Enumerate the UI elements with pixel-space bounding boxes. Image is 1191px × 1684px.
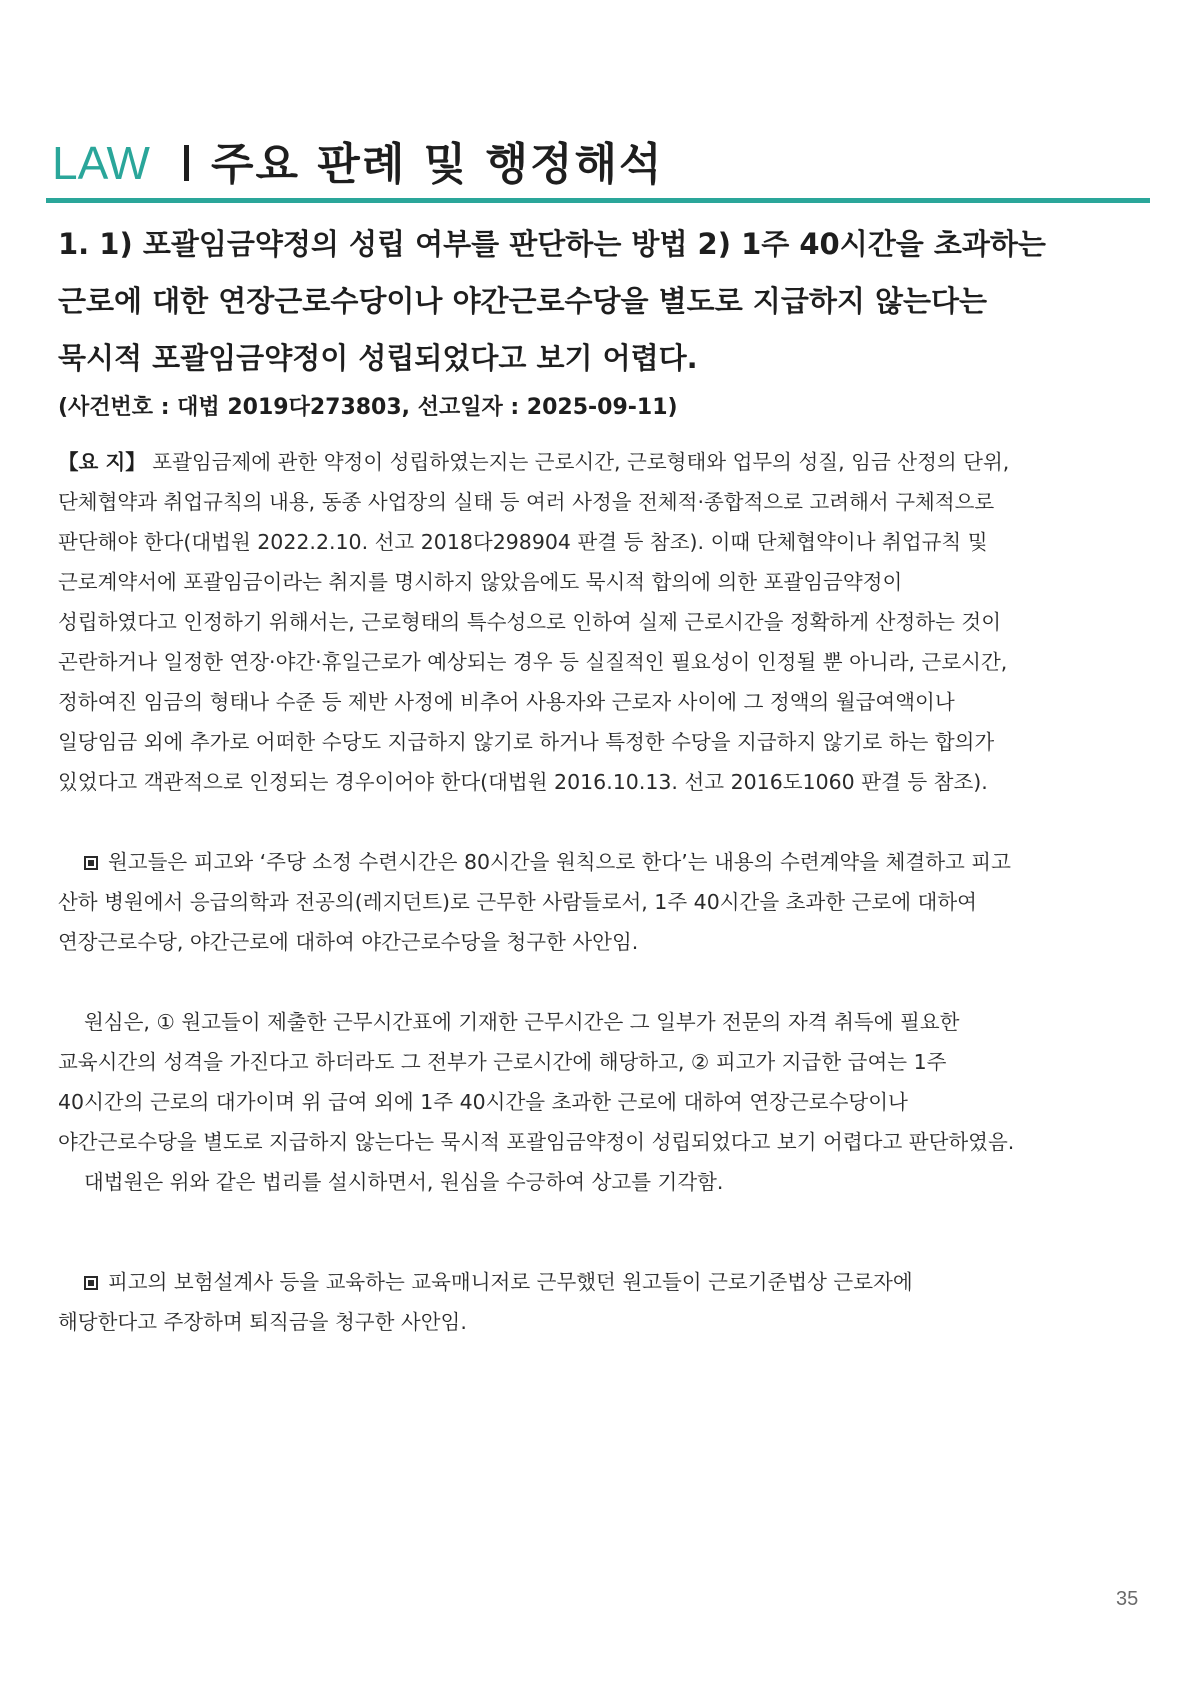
summary-line: 단체협약과 취업규칙의 내용, 동종 사업장의 실태 등 여러 사정을 전체적·종합적으로 고려해서 구체적으로 (58, 490, 995, 514)
ruling-line: 야간근로수당을 별도로 지급하지 않는다는 묵시적 포괄임금약정이 성립되었다고 보기 어렵다고 판단하였음. (58, 1130, 1015, 1154)
summary-line: 일당임금 외에 추가로 어떠한 수당도 지급하지 않기로 하거나 특정한 수당을 지급하지 않기로 하는 합의가 (58, 730, 995, 754)
header-divider (46, 198, 1150, 203)
summary-line: 곤란하거나 일정한 연장·야간·휴일근로가 예상되는 경우 등 실질적인 필요성이 인정될 뿐 아니라, 근로시간, (58, 650, 1008, 674)
square-bullet-icon (84, 1276, 98, 1290)
ruling-section (58, 1002, 1148, 1202)
case1-text: 원고들은 피고와 ‘주당 소정 수련시간은 80시간을 원칙으로 한다’는 내용의 수련계약을 체결하고 피고 (108, 850, 1011, 874)
case-title (58, 216, 1148, 387)
summary-line (58, 442, 1148, 482)
summary-line: 근로계약서에 포괄임금이라는 취지를 명시하지 않았음에도 묵시적 합의에 의한 포괄임금약정이 (58, 570, 903, 594)
case2-section (58, 1262, 1148, 1342)
summary-section (58, 442, 1148, 802)
summary-label: 【요 지】 (58, 450, 146, 474)
ruling-line: 40시간의 근로의 대가이며 위 급여 외에 1주 40시간을 초과한 근로에 대하여 연장근로수당이나 (58, 1090, 908, 1114)
summary-text: 포괄임금제에 관한 약정이 성립하였는지는 근로시간, 근로형태와 업무의 성질, 임금 산정의 단위, (152, 450, 1010, 474)
page-title: 주요 판례 및 행정해석 (210, 139, 664, 190)
case1-line (58, 842, 1148, 882)
summary-line: 판단해야 한다(대법원 2022.2.10. 선고 2018다298904 판결 등 참조). 이때 단체협약이나 취업규칙 및 (58, 530, 988, 554)
case-title-line: 묵시적 포괄임금약정이 성립되었다고 보기 어렵다. (58, 341, 698, 375)
case2-line (58, 1262, 1148, 1302)
page-number: 35 (1116, 1588, 1139, 1610)
page-header (52, 128, 1152, 192)
case-title-line: 근로에 대한 연장근로수당이나 야간근로수당을 별도로 지급하지 않는다는 (58, 284, 988, 318)
case-title-line: 1. 1) 포괄임금약정의 성립 여부를 판단하는 방법 2) 1주 40시간을 초과하는 (58, 227, 1046, 261)
case-meta: (사건번호 : 대법 2019다273803, 선고일자 : 2025-09-11) (58, 395, 678, 420)
header-separator (184, 145, 189, 181)
summary-line: 있었다고 객관적으로 인정되는 경우이어야 한다(대법원 2016.10.13. 선고 2016도1060 판결 등 참조). (58, 770, 988, 794)
case1-line: 산하 병원에서 응급의학과 전공의(레지던트)로 근무한 사람들로서, 1주 40시간을 초과한 근로에 대하여 (58, 890, 977, 914)
case1-line: 연장근로수당, 야간근로에 대하여 야간근로수당을 청구한 사안임. (58, 930, 639, 954)
case2-line: 해당한다고 주장하며 퇴직금을 청구한 사안임. (58, 1310, 467, 1334)
ruling-line: 원심은, ① 원고들이 제출한 근무시간표에 기재한 근무시간은 그 일부가 전문의 자격 취득에 필요한 (84, 1010, 960, 1034)
case2-text: 피고의 보험설계사 등을 교육하는 교육매니저로 근무했던 원고들이 근로기준법상 근로자에 (108, 1270, 913, 1294)
summary-line: 정하여진 임금의 형태나 수준 등 제반 사정에 비추어 사용자와 근로자 사이에 그 정액의 월급여액이나 (58, 690, 955, 714)
summary-line: 성립하였다고 인정하기 위해서는, 근로형태의 특수성으로 인하여 실제 근로시간을 정확하게 산정하는 것이 (58, 610, 1002, 634)
case1-section (58, 842, 1148, 962)
square-bullet-icon (84, 856, 98, 870)
section-label: LAW (52, 137, 150, 189)
ruling-conclusion: 대법원은 위와 같은 법리를 설시하면서, 원심을 수긍하여 상고를 기각함. (84, 1170, 724, 1194)
ruling-line: 교육시간의 성격을 가진다고 하더라도 그 전부가 근로시간에 해당하고, ② 피고가 지급한 급여는 1주 (58, 1050, 947, 1074)
